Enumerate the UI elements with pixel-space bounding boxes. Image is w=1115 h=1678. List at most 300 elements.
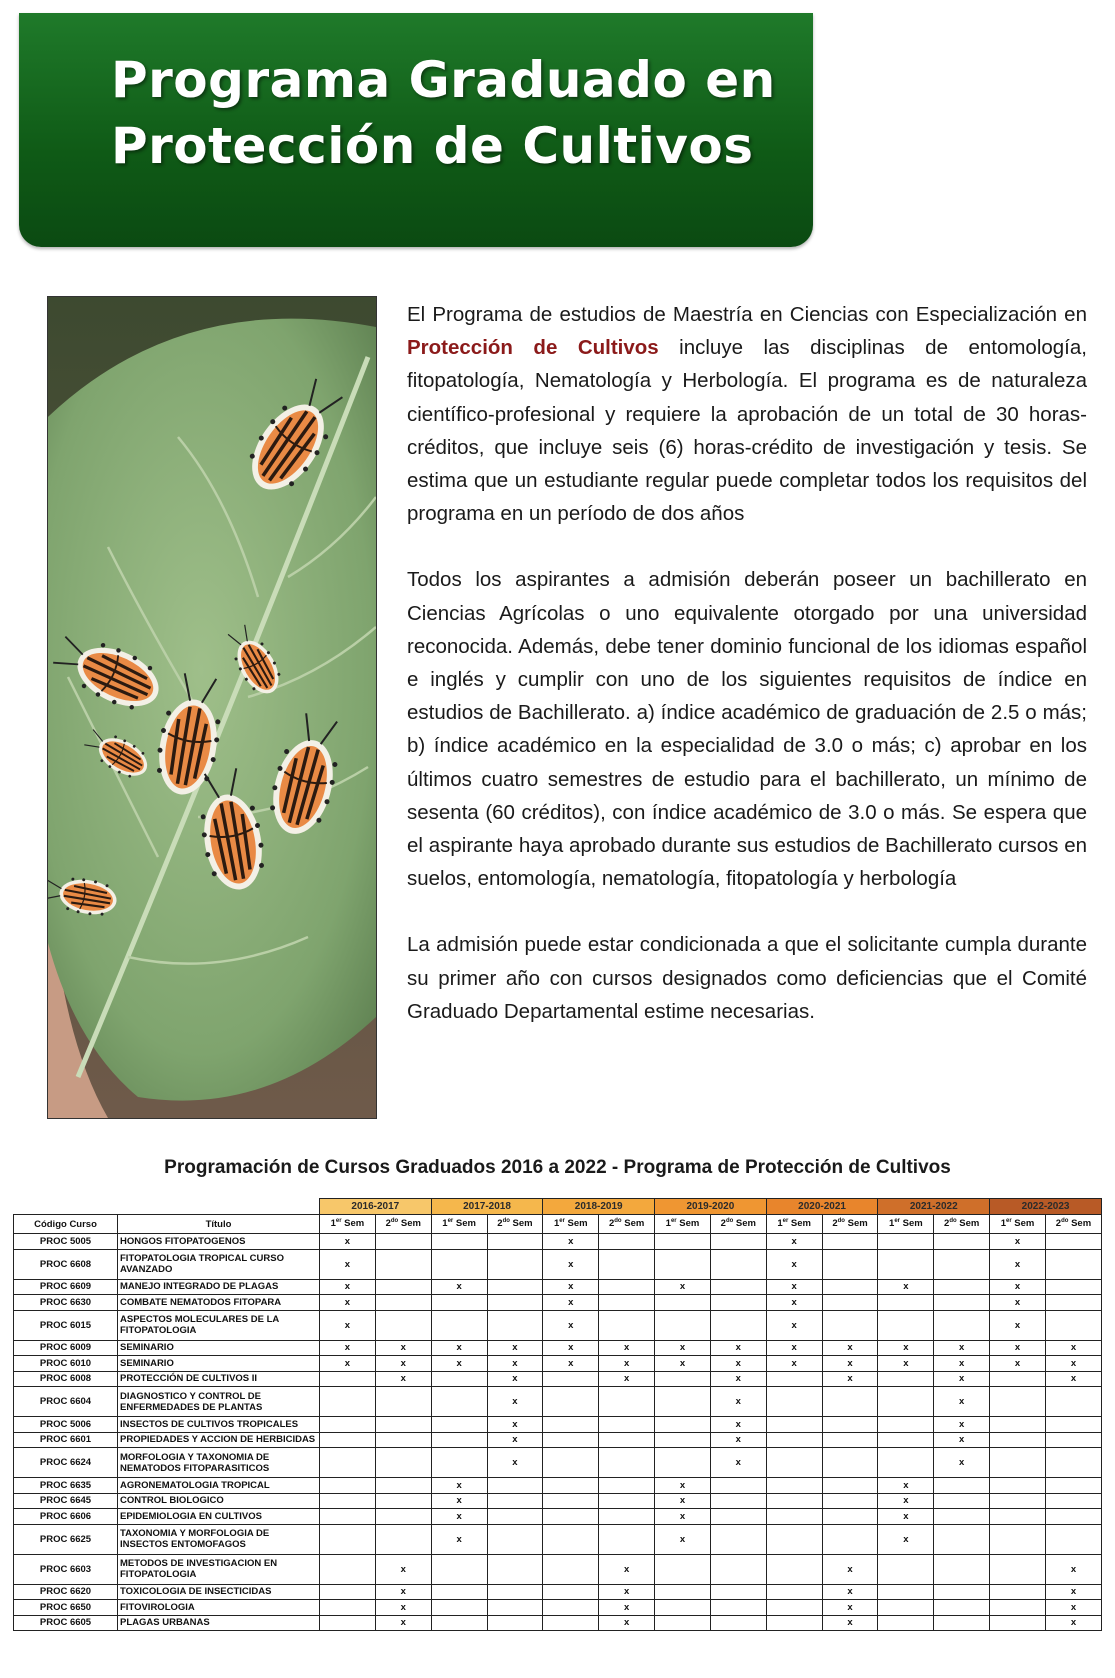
- schedule-title: Programación de Cursos Graduados 2016 a 2022 - Programa de Protección de Cultivos: [164, 1157, 951, 1178]
- offered-mark: x: [878, 1509, 934, 1525]
- course-title: TOXICOLOGIA DE INSECTICIDAS: [118, 1584, 320, 1600]
- empty-cell: [710, 1234, 766, 1250]
- empty-cell: [375, 1417, 431, 1433]
- empty-cell: [710, 1584, 766, 1600]
- course-title: SEMINARIO: [118, 1356, 320, 1372]
- offered-mark: x: [431, 1509, 487, 1525]
- course-row: [14, 1584, 1102, 1600]
- offered-mark: x: [543, 1234, 599, 1250]
- empty-cell: [487, 1310, 543, 1340]
- empty-cell: [878, 1600, 934, 1616]
- offered-mark: x: [599, 1340, 655, 1356]
- empty-cell: [878, 1615, 934, 1631]
- empty-cell: [766, 1600, 822, 1616]
- empty-cell: [766, 1448, 822, 1478]
- empty-cell: [543, 1448, 599, 1478]
- year-header: 2017-2018: [431, 1199, 543, 1215]
- offered-mark: x: [599, 1584, 655, 1600]
- empty-cell: [822, 1493, 878, 1509]
- offered-mark: x: [487, 1432, 543, 1448]
- empty-cell: [375, 1509, 431, 1525]
- empty-cell: [878, 1432, 934, 1448]
- offered-mark: x: [543, 1310, 599, 1340]
- empty-cell: [431, 1432, 487, 1448]
- offered-mark: x: [320, 1249, 376, 1279]
- offered-mark: x: [990, 1356, 1046, 1372]
- empty-cell: [710, 1493, 766, 1509]
- empty-cell: [599, 1279, 655, 1295]
- offered-mark: x: [487, 1340, 543, 1356]
- empty-cell: [766, 1432, 822, 1448]
- empty-cell: [990, 1600, 1046, 1616]
- empty-cell: [543, 1371, 599, 1387]
- course-title: METODOS DE INVESTIGACION EN FITOPATOLOGIA: [118, 1554, 320, 1584]
- semester-2-header: $2^{do}$ Sem: [599, 1215, 655, 1234]
- empty-cell: [599, 1295, 655, 1311]
- course-title: FITOVIROLOGIA: [118, 1600, 320, 1616]
- offered-mark: x: [487, 1417, 543, 1433]
- empty-cell: [487, 1600, 543, 1616]
- offered-mark: x: [710, 1448, 766, 1478]
- empty-cell: [990, 1371, 1046, 1387]
- offered-mark: x: [710, 1417, 766, 1433]
- offered-mark: x: [543, 1279, 599, 1295]
- offered-mark: x: [822, 1371, 878, 1387]
- offered-mark: x: [487, 1371, 543, 1387]
- intro-p1-end: incluye las disciplinas de entomología, fitopatología, Nematología y Herbología. El programa es de naturaleza científico-profesional y requiere la aprobación de un total de 30 horas-créditos, que incluye seis (6) horas-crédito de investigación y tesis. Se estima que un estudiante regular puede completar todos los requisitos del programa en un período de dos años: [407, 336, 1087, 526]
- offered-mark: x: [822, 1615, 878, 1631]
- course-title: COMBATE NEMATODOS FITOPARA: [118, 1295, 320, 1311]
- course-row: [14, 1295, 1102, 1311]
- empty-cell: [543, 1615, 599, 1631]
- semester-1-header: 1er Sem: [766, 1215, 822, 1234]
- empty-cell: [320, 1448, 376, 1478]
- empty-cell: [1045, 1417, 1101, 1433]
- empty-cell: [990, 1417, 1046, 1433]
- empty-cell: [1045, 1493, 1101, 1509]
- empty-cell: [487, 1615, 543, 1631]
- empty-cell: [990, 1478, 1046, 1494]
- course-code: PROC 6009: [14, 1340, 118, 1356]
- empty-cell: [990, 1584, 1046, 1600]
- empty-cell: [543, 1387, 599, 1417]
- semester-2-header: $2^{do}$ Sem: [710, 1215, 766, 1234]
- empty-cell: [655, 1371, 711, 1387]
- offered-mark: x: [934, 1356, 990, 1372]
- course-row: [14, 1600, 1102, 1616]
- empty-cell: [487, 1554, 543, 1584]
- empty-cell: [655, 1387, 711, 1417]
- course-title: TAXONOMIA Y MORFOLOGIA DE INSECTOS ENTOMOFAGOS: [118, 1524, 320, 1554]
- empty-cell: [822, 1448, 878, 1478]
- empty-cell: [320, 1371, 376, 1387]
- empty-cell: [320, 1615, 376, 1631]
- semester-header-row: [14, 1215, 1102, 1234]
- course-code: PROC 6605: [14, 1615, 118, 1631]
- empty-cell: [934, 1310, 990, 1340]
- course-title: HONGOS FITOPATOGENOS: [118, 1234, 320, 1250]
- course-code: PROC 6008: [14, 1371, 118, 1387]
- course-code: PROC 6608: [14, 1249, 118, 1279]
- offered-mark: x: [655, 1493, 711, 1509]
- course-code: PROC 6650: [14, 1600, 118, 1616]
- offered-mark: x: [766, 1249, 822, 1279]
- empty-cell: [320, 1493, 376, 1509]
- empty-cell: [655, 1295, 711, 1311]
- empty-cell: [599, 1524, 655, 1554]
- course-title: EPIDEMIOLOGIA EN CULTIVOS: [118, 1509, 320, 1525]
- empty-cell: [655, 1432, 711, 1448]
- empty-cell: [431, 1448, 487, 1478]
- empty-cell: [710, 1310, 766, 1340]
- offered-mark: x: [375, 1615, 431, 1631]
- empty-cell: [375, 1432, 431, 1448]
- offered-mark: x: [1045, 1554, 1101, 1584]
- course-row: [14, 1279, 1102, 1295]
- offered-mark: x: [599, 1615, 655, 1631]
- offered-mark: x: [990, 1295, 1046, 1311]
- course-row: [14, 1310, 1102, 1340]
- course-code: PROC 5006: [14, 1417, 118, 1433]
- intro-text: [407, 298, 1087, 1061]
- course-row: [14, 1448, 1102, 1478]
- course-code: PROC 6601: [14, 1432, 118, 1448]
- offered-mark: x: [766, 1295, 822, 1311]
- empty-cell: [878, 1310, 934, 1340]
- semester-2-header: $2^{do}$ Sem: [487, 1215, 543, 1234]
- course-schedule-table: [13, 1198, 1102, 1631]
- empty-cell: [710, 1600, 766, 1616]
- empty-cell: [990, 1432, 1046, 1448]
- offered-mark: x: [1045, 1615, 1101, 1631]
- empty-cell: [822, 1295, 878, 1311]
- empty-cell: [655, 1600, 711, 1616]
- empty-cell: [320, 1509, 376, 1525]
- course-row: [14, 1432, 1102, 1448]
- offered-mark: x: [878, 1524, 934, 1554]
- empty-cell: [990, 1509, 1046, 1525]
- course-code: PROC 6635: [14, 1478, 118, 1494]
- year-header: 2021-2022: [878, 1199, 990, 1215]
- offered-mark: x: [878, 1340, 934, 1356]
- empty-cell: [934, 1509, 990, 1525]
- empty-cell: [543, 1493, 599, 1509]
- empty-cell: [766, 1478, 822, 1494]
- offered-mark: x: [599, 1371, 655, 1387]
- empty-cell: [934, 1234, 990, 1250]
- offered-mark: x: [1045, 1371, 1101, 1387]
- intro-paragraph-3: La admisión puede estar condicionada a que el solicitante cumpla durante su primer año con cursos designados como deficiencias que el Comité Graduado Departamental estime necesarias.: [407, 933, 1087, 1023]
- course-code: PROC 5005: [14, 1234, 118, 1250]
- empty-cell: [710, 1279, 766, 1295]
- year-header-row: [14, 1199, 1102, 1215]
- empty-cell: [655, 1554, 711, 1584]
- offered-mark: x: [599, 1356, 655, 1372]
- empty-cell: [1045, 1249, 1101, 1279]
- course-title: MORFOLOGIA Y TAXONOMIA DE NEMATODOS FITOPARASITICOS: [118, 1448, 320, 1478]
- empty-cell: [431, 1387, 487, 1417]
- offered-mark: x: [1045, 1356, 1101, 1372]
- course-row: [14, 1356, 1102, 1372]
- empty-cell: [320, 1524, 376, 1554]
- empty-cell: [766, 1615, 822, 1631]
- empty-cell: [710, 1554, 766, 1584]
- empty-cell: [599, 1493, 655, 1509]
- offered-mark: x: [543, 1340, 599, 1356]
- empty-cell: [1045, 1295, 1101, 1311]
- title-banner: [19, 13, 813, 247]
- empty-cell: [487, 1524, 543, 1554]
- empty-cell: [878, 1417, 934, 1433]
- empty-cell: [655, 1584, 711, 1600]
- empty-cell: [710, 1615, 766, 1631]
- empty-cell: [878, 1584, 934, 1600]
- empty-cell: [1045, 1478, 1101, 1494]
- offered-mark: x: [766, 1234, 822, 1250]
- empty-cell: [934, 1279, 990, 1295]
- empty-cell: [543, 1417, 599, 1433]
- course-row: [14, 1524, 1102, 1554]
- empty-cell: [655, 1310, 711, 1340]
- empty-cell: [320, 1417, 376, 1433]
- offered-mark: x: [1045, 1340, 1101, 1356]
- semester-2-header: $2^{do}$ Sem: [934, 1215, 990, 1234]
- empty-cell: [990, 1448, 1046, 1478]
- empty-cell: [320, 1432, 376, 1448]
- year-header: 2018-2019: [543, 1199, 655, 1215]
- empty-cell: [487, 1295, 543, 1311]
- semester-2-header: $2^{do}$ Sem: [375, 1215, 431, 1234]
- course-title: PROTECCIÓN DE CULTIVOS II: [118, 1371, 320, 1387]
- empty-cell: [599, 1387, 655, 1417]
- course-code: PROC 6604: [14, 1387, 118, 1417]
- offered-mark: x: [1045, 1584, 1101, 1600]
- course-code: PROC 6620: [14, 1584, 118, 1600]
- insects-on-leaf-photo: [47, 296, 377, 1119]
- empty-cell: [766, 1387, 822, 1417]
- offered-mark: x: [822, 1340, 878, 1356]
- offered-mark: x: [822, 1554, 878, 1584]
- empty-cell: [543, 1478, 599, 1494]
- empty-cell: [655, 1234, 711, 1250]
- offered-mark: x: [655, 1356, 711, 1372]
- empty-cell: [599, 1432, 655, 1448]
- empty-cell: [599, 1310, 655, 1340]
- empty-cell: [934, 1584, 990, 1600]
- offered-mark: x: [710, 1340, 766, 1356]
- empty-cell: [822, 1478, 878, 1494]
- empty-cell: [934, 1615, 990, 1631]
- empty-cell: [320, 1478, 376, 1494]
- offered-mark: x: [878, 1279, 934, 1295]
- intro-highlight: Protección de Cultivos: [407, 336, 659, 360]
- course-row: [14, 1615, 1102, 1631]
- empty-cell: [710, 1524, 766, 1554]
- offered-mark: x: [543, 1356, 599, 1372]
- empty-cell: [1045, 1432, 1101, 1448]
- offered-mark: x: [431, 1524, 487, 1554]
- course-row: [14, 1371, 1102, 1387]
- course-code: PROC 6606: [14, 1509, 118, 1525]
- offered-mark: x: [990, 1310, 1046, 1340]
- offered-mark: x: [878, 1493, 934, 1509]
- empty-cell: [599, 1448, 655, 1478]
- offered-mark: x: [766, 1356, 822, 1372]
- offered-mark: x: [990, 1340, 1046, 1356]
- course-code: PROC 6010: [14, 1356, 118, 1372]
- offered-mark: x: [431, 1340, 487, 1356]
- course-code: PROC 6625: [14, 1524, 118, 1554]
- empty-cell: [822, 1417, 878, 1433]
- empty-cell: [878, 1249, 934, 1279]
- offered-mark: x: [822, 1584, 878, 1600]
- empty-cell: [375, 1478, 431, 1494]
- semester-2-header: $2^{do}$ Sem: [822, 1215, 878, 1234]
- empty-cell: [599, 1478, 655, 1494]
- empty-cell: [431, 1600, 487, 1616]
- offered-mark: x: [710, 1387, 766, 1417]
- empty-cell: [320, 1600, 376, 1616]
- offered-mark: x: [375, 1584, 431, 1600]
- offered-mark: x: [878, 1478, 934, 1494]
- empty-cell: [822, 1310, 878, 1340]
- offered-mark: x: [320, 1279, 376, 1295]
- empty-cell: [822, 1234, 878, 1250]
- empty-cell: [375, 1295, 431, 1311]
- offered-mark: x: [320, 1340, 376, 1356]
- offered-mark: x: [878, 1356, 934, 1372]
- empty-cell: [655, 1417, 711, 1433]
- course-row: [14, 1340, 1102, 1356]
- empty-cell: [710, 1249, 766, 1279]
- empty-cell: [599, 1249, 655, 1279]
- year-header: 2022-2023: [990, 1199, 1102, 1215]
- empty-cell: [375, 1279, 431, 1295]
- empty-cell: [1045, 1524, 1101, 1554]
- course-row: [14, 1509, 1102, 1525]
- course-title: FITOPATOLOGIA TROPICAL CURSO AVANZADO: [118, 1249, 320, 1279]
- empty-cell: [320, 1387, 376, 1417]
- empty-cell: [431, 1295, 487, 1311]
- page-title: Programa Graduado en Protección de Cultivos: [111, 51, 776, 175]
- empty-cell: [487, 1584, 543, 1600]
- title-column-header: Título: [118, 1215, 320, 1234]
- offered-mark: x: [320, 1295, 376, 1311]
- empty-cell: [487, 1249, 543, 1279]
- empty-cell: [766, 1524, 822, 1554]
- semester-1-header: 1er Sem: [655, 1215, 711, 1234]
- code-column-header: Código Curso: [14, 1215, 118, 1234]
- empty-cell: [375, 1524, 431, 1554]
- offered-mark: x: [655, 1509, 711, 1525]
- offered-mark: x: [543, 1249, 599, 1279]
- offered-mark: x: [431, 1493, 487, 1509]
- course-code: PROC 6603: [14, 1554, 118, 1584]
- course-title: SEMINARIO: [118, 1340, 320, 1356]
- empty-cell: [431, 1234, 487, 1250]
- empty-cell: [766, 1584, 822, 1600]
- empty-cell: [543, 1600, 599, 1616]
- semester-1-header: 1er Sem: [543, 1215, 599, 1234]
- empty-cell: [487, 1234, 543, 1250]
- empty-cell: [375, 1249, 431, 1279]
- offered-mark: x: [766, 1279, 822, 1295]
- offered-mark: x: [934, 1448, 990, 1478]
- offered-mark: x: [990, 1249, 1046, 1279]
- empty-cell: [431, 1371, 487, 1387]
- empty-cell: [487, 1509, 543, 1525]
- empty-cell: [375, 1234, 431, 1250]
- empty-cell: [1045, 1448, 1101, 1478]
- empty-cell: [1045, 1310, 1101, 1340]
- empty-cell: [655, 1448, 711, 1478]
- empty-cell: [878, 1448, 934, 1478]
- empty-cell: [487, 1493, 543, 1509]
- empty-cell: [375, 1387, 431, 1417]
- empty-cell: [431, 1249, 487, 1279]
- course-row: [14, 1249, 1102, 1279]
- semester-1-header: 1er Sem: [431, 1215, 487, 1234]
- empty-cell: [934, 1524, 990, 1554]
- offered-mark: x: [375, 1340, 431, 1356]
- empty-cell: [822, 1524, 878, 1554]
- intro-paragraph-2: Todos los aspirantes a admisión deberán poseer un bachillerato en Ciencias Agrícolas o uno equivalente otorgado por una universidad reconocida. Además, debe tener dominio funcional de los idiomas español e inglés y cumplir con uno de los siguientes requisitos de índice en estudios de Bachillerato. a) índice académico de graduación de 2.5 o más; b) índice académico en la especialidad de 3.0 o más; c) aprobar en los últimos cuatro semestres de estudio para el bachillerato, un mínimo de sesenta (60 créditos), con índice académico de 3.0 o más. Se espera que el aspirante haya aprobado durante sus estudios de Bachillerato cursos en suelos, entomología, nematología, fitopatología y herbología: [407, 568, 1087, 891]
- empty-cell: [543, 1432, 599, 1448]
- offered-mark: x: [375, 1554, 431, 1584]
- empty-cell: [543, 1509, 599, 1525]
- offered-mark: x: [934, 1340, 990, 1356]
- empty-cell: [934, 1478, 990, 1494]
- offered-mark: x: [655, 1524, 711, 1554]
- empty-cell: [990, 1524, 1046, 1554]
- empty-cell: [599, 1417, 655, 1433]
- empty-cell: [822, 1432, 878, 1448]
- empty-cell: [543, 1554, 599, 1584]
- empty-cell: [543, 1524, 599, 1554]
- course-row: [14, 1234, 1102, 1250]
- course-title: ASPECTOS MOLECULARES DE LA FITOPATOLOGIA: [118, 1310, 320, 1340]
- offered-mark: x: [655, 1478, 711, 1494]
- offered-mark: x: [934, 1371, 990, 1387]
- course-row: [14, 1554, 1102, 1584]
- empty-cell: [431, 1310, 487, 1340]
- course-title: DIAGNOSTICO Y CONTROL DE ENFERMEDADES DE PLANTAS: [118, 1387, 320, 1417]
- course-title: AGRONEMATOLOGIA TROPICAL: [118, 1478, 320, 1494]
- offered-mark: x: [320, 1356, 376, 1372]
- empty-cell: [1045, 1387, 1101, 1417]
- empty-cell: [431, 1615, 487, 1631]
- empty-cell: [766, 1509, 822, 1525]
- empty-cell: [822, 1387, 878, 1417]
- empty-cell: [766, 1417, 822, 1433]
- empty-cell: [1045, 1279, 1101, 1295]
- empty-cell: [990, 1387, 1046, 1417]
- semester-2-header: $2^{do}$ Sem: [1045, 1215, 1101, 1234]
- offered-mark: x: [710, 1371, 766, 1387]
- empty-cell: [878, 1371, 934, 1387]
- course-row: [14, 1478, 1102, 1494]
- empty-cell: [655, 1615, 711, 1631]
- offered-mark: x: [655, 1340, 711, 1356]
- offered-mark: x: [487, 1356, 543, 1372]
- empty-cell: [1045, 1509, 1101, 1525]
- offered-mark: x: [375, 1371, 431, 1387]
- empty-cell: [710, 1509, 766, 1525]
- year-header: 2020-2021: [766, 1199, 878, 1215]
- empty-cell: [934, 1554, 990, 1584]
- offered-mark: x: [766, 1340, 822, 1356]
- year-header: 2019-2020: [655, 1199, 767, 1215]
